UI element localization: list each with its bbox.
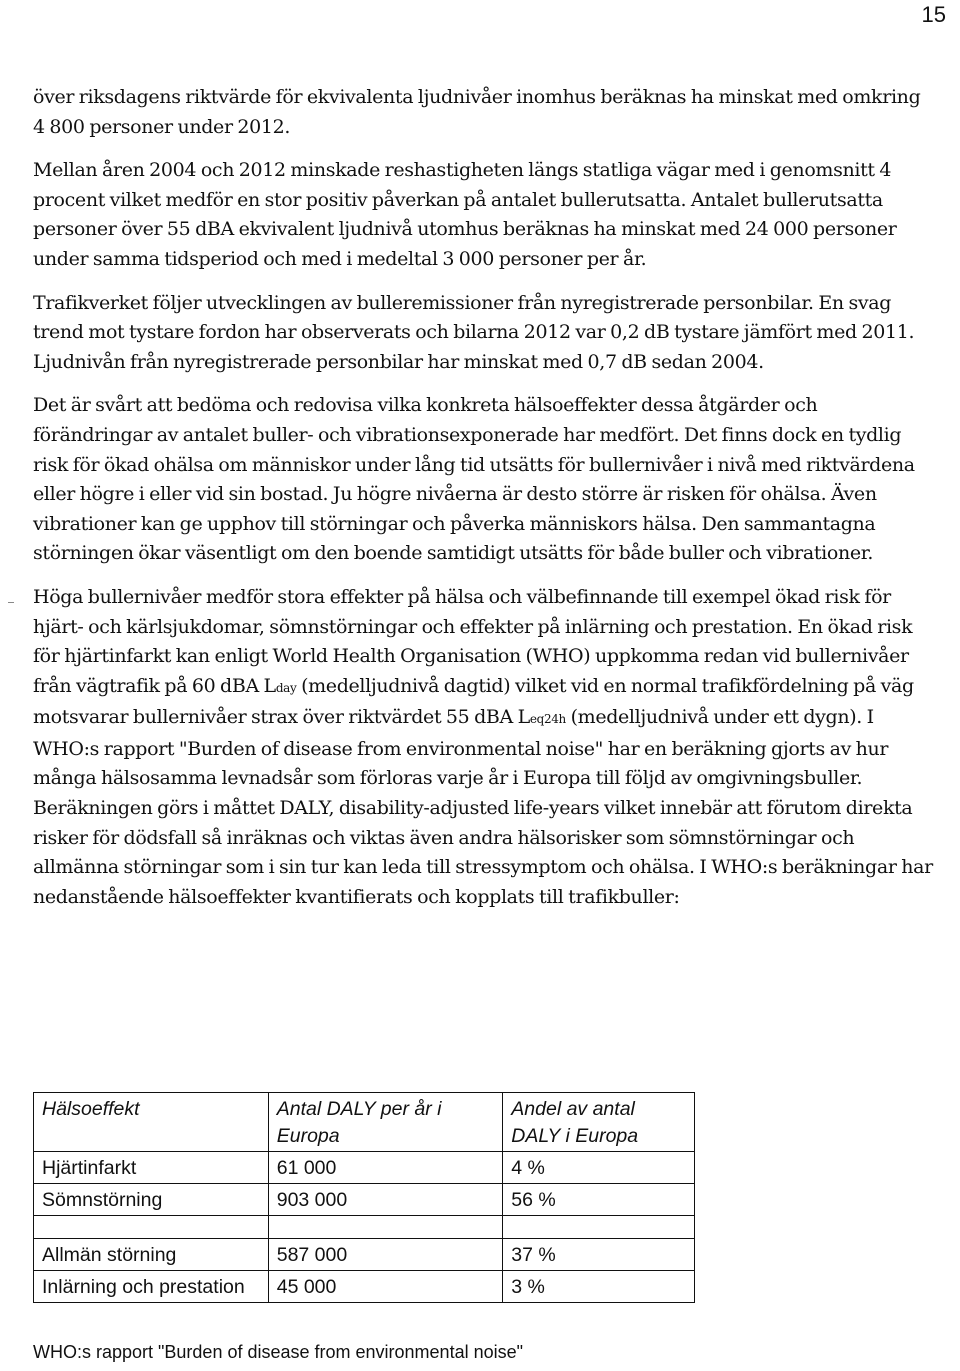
cell-daly: 587 000 bbox=[268, 1239, 503, 1271]
cell-effect: Inlärning och prestation bbox=[34, 1271, 269, 1303]
cell-effect: Allmän störning bbox=[34, 1239, 269, 1271]
cell-share: 56 % bbox=[503, 1184, 695, 1216]
paragraph-halsoeffekter: Det är svårt att bedöma och redovisa vilka konkreta hälsoeffekter dessa åtgärder och förändringar av antalet buller- och vibrationsexponerade har medfört. Det finns dock en tydlig risk för ökad ohälsa om människor under lång tid utsätts för bullernivåer i nivå med riktvärdena eller högre i eller vid sin bostad. Ju högre nivåerna är desto större är risken för ohälsa. Även vibrationer kan ge upphov till störningar och påverka människors hälsa. Den sammantagna störningen ökar väsentligt om den boende samtidigt utsätts för både buller och vibrationer. bbox=[33, 394, 915, 565]
paragraph-trafikverket: Trafikverket följer utvecklingen av bulleremissioner från nyregistrerade personbilar. En svag trend mot tystare fordon har observerats och bilarna 2012 var 0,2 dB tystare jämfört med 2011. Ljudnivån från nyregistrerade personbilar har minskat med 0,7 dB sedan 2004. bbox=[33, 291, 915, 373]
subscript-day: day bbox=[275, 680, 297, 695]
cell-share: 37 % bbox=[503, 1239, 695, 1271]
paragraph-who bbox=[33, 583, 933, 913]
header-andel-daly: Andel av antal DALY i Europa bbox=[503, 1093, 695, 1152]
cell-effect: Sömnstörning bbox=[34, 1184, 269, 1216]
cell-share: 3 % bbox=[503, 1271, 695, 1303]
paragraph-reshastighet: Mellan åren 2004 och 2012 minskade reshastigheten längs statliga vägar med i genomsnitt 4 procent vilket medför en stor positiv påverkan på antalet bullerutsatta. Antalet bullerutsatta personer över 55 dBA ekvivalent ljudnivå utomhus beräknas ha minskat med 24 000 personer under samma tidsperiod och med i medeltal 3 000 personer per år. bbox=[33, 159, 897, 270]
table-header-row bbox=[34, 1093, 695, 1152]
who-text-part2: (medelljudnivå dagtid) vilket vid en normal trafikfördelning på väg motsvarar bullernivåer strax över riktvärdet 55 dBA L bbox=[33, 674, 914, 729]
table-row bbox=[34, 1271, 695, 1303]
who-text-part1: Höga bullernivåer medför stora effekter på hälsa och välbefinnande till exempel ökad risk för hjärt- och kärlsjukdomar, sömnstörningar och effekter på inlärning och prestation. En ökad risk för hjärtinfarkt kan enligt World Health Organisation (WHO) uppkomma redan vid bullernivåer från vägtrafik på 60 dBA L bbox=[33, 585, 913, 697]
table-row bbox=[34, 1184, 695, 1216]
header-halsoeffekt: Hälsoeffekt bbox=[34, 1093, 269, 1152]
paragraph-riksdag: över riksdagens riktvärde för ekvivalenta ljudnivåer inomhus beräknas ha minskat med omkring 4 800 personer under 2012. bbox=[33, 86, 921, 138]
document-body bbox=[33, 83, 933, 912]
daly-table bbox=[33, 1092, 695, 1303]
page-number: 15 bbox=[921, 2, 946, 27]
who-text-part3: (medelljudnivå under ett dygn). I WHO:s rapport "Burden of disease from environmental noise" har en beräkning gjorts av hur många hälsosamma levnadsår som förloras varje år i Europa till följd av omgivningsbuller. Beräkningen görs i måttet DALY, disability-adjusted life-years vilket innebär att förutom direkta risker för dödsfall så inräknas och viktas även andra hälsorisker som sömnstörningar och allmänna störningar som i sin tur kan leda till stressymptom och ohälsa. I WHO:s beräkningar har nedanstående hälsoeffekter kvantifierats och kopplats till trafikbuller: bbox=[33, 706, 933, 908]
table-caption: WHO:s rapport "Burden of disease from environmental noise" bbox=[33, 1342, 523, 1362]
cell-share: 4 % bbox=[503, 1152, 695, 1184]
margin-tick bbox=[8, 602, 14, 603]
cell-daly: 45 000 bbox=[268, 1271, 503, 1303]
cell-daly: 61 000 bbox=[268, 1152, 503, 1184]
cell-effect: Hjärtinfarkt bbox=[34, 1152, 269, 1184]
table-row bbox=[34, 1239, 695, 1271]
table-spacer-row bbox=[34, 1216, 695, 1239]
header-antal-daly: Antal DALY per år i Europa bbox=[268, 1093, 503, 1152]
cell-daly: 903 000 bbox=[268, 1184, 503, 1216]
subscript-eq24h: eq24h bbox=[529, 712, 566, 727]
table-row bbox=[34, 1152, 695, 1184]
